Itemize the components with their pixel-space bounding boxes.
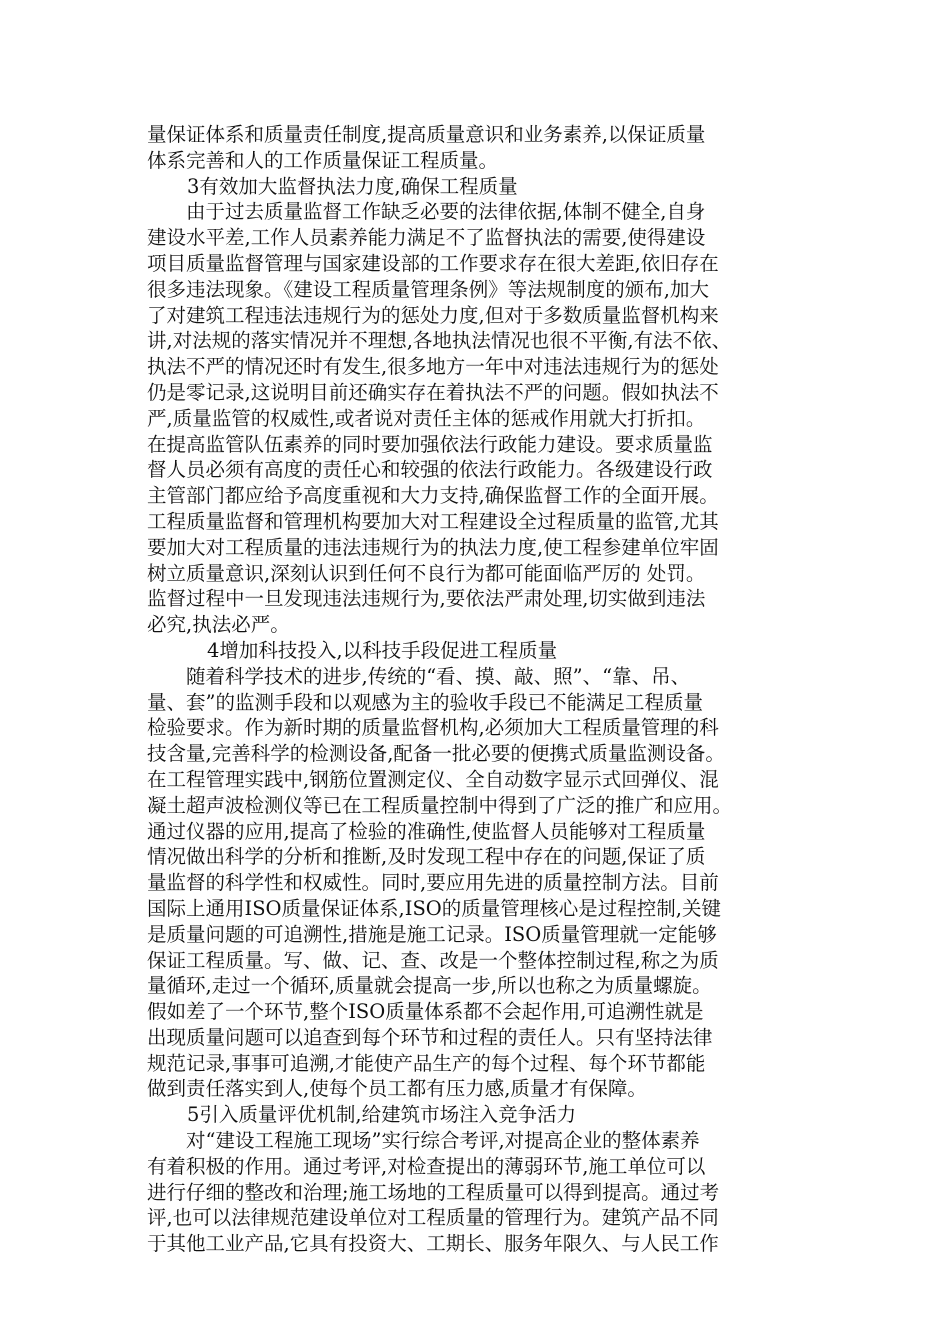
text-line: 必究,执法必严。 (147, 613, 290, 637)
text-line: 建设水平差,工作人员素养能力满足不了监督执法的需要,使得建设 (147, 226, 706, 250)
text-line: 在工程管理实践中,钢筋位置测定仪、全自动数字显示式回弹仪、混 (147, 767, 719, 791)
text-line: 要加大对工程质量的违法违规行为的执法力度,使工程参建单位牢固 (147, 535, 719, 559)
text-line: 监督过程中一旦发现违法违规行为,要依法严肃处理,切实做到违法 (147, 587, 706, 611)
text-line: 技含量,完善科学的检测设备,配备一批必要的便携式质量监测设备。 (147, 742, 725, 766)
text-line: 规范记录,事事可追溯,才能使产品生产的每个过程、每个环节都能 (147, 1051, 706, 1075)
text-line: 凝土超声波检测仪等已在工程质量控制中得到了广泛的推广和应用。 (147, 793, 733, 817)
text-line: 对“建设工程施工现场”实行综合考评,对提高企业的整体素养 (186, 1129, 700, 1153)
text-line: 严,质量监管的权威性,或者说对责任主体的惩戒作用就大打折扣。 (147, 406, 706, 430)
text-line: 讲,对法规的落实情况并不理想,各地执法情况也很不平衡,有法不依、 (147, 329, 732, 353)
text-line: 假如差了一个环节,整个ISO质量体系都不会起作用,可追溯性就是 (147, 1000, 704, 1024)
text-line: 随着科学技术的进步,传统的“看、摸、敲、照”、“靠、吊、 (186, 664, 691, 688)
text-line: 国际上通用ISO质量保证体系,ISO的质量管理核心是过程控制,关键 (147, 896, 721, 920)
text-line: 仍是零记录,这说明目前还确实存在着执法不严的问题。假如执法不 (147, 380, 719, 404)
document-body (147, 122, 827, 1257)
text-line: 检验要求。作为新时期的质量监督机构,必须加大工程质量管理的科 (147, 716, 719, 740)
section-heading-3: 3有效加大监督执法力度,确保工程质量 (187, 174, 518, 198)
text-line: 做到责任落实到人,使每个员工都有压力感,质量才有保障。 (147, 1077, 647, 1101)
text-line: 量循环,走过一个循环,质量就会提高一步,所以也称之为质量螺旋。 (147, 974, 712, 998)
text-line: 进行仔细的整改和治理;施工场地的工程质量可以得到提高。通过考 (147, 1180, 720, 1204)
text-line: 量监督的科学性和权威性。同时,要应用先进的质量控制方法。目前 (147, 871, 719, 895)
text-line: 是质量问题的可追溯性,措施是施工记录。ISO质量管理就一定能够 (147, 922, 717, 946)
section-heading-4: 4增加科技投入,以科技手段促进工程质量 (207, 638, 558, 662)
text-line: 保证工程质量。写、做、记、查、改是一个整体控制过程,称之为质 (147, 948, 719, 972)
text-line: 体系完善和人的工作质量保证工程质量。 (147, 148, 499, 172)
text-line: 评,也可以法律规范建设单位对工程质量的管理行为。建筑产品不同 (147, 1206, 719, 1230)
text-line: 由于过去质量监督工作缺乏必要的法律依据,体制不健全,自身 (186, 200, 706, 224)
text-line: 量、套”的监测手段和以观感为主的验收手段已不能满足工程质量 (147, 690, 703, 714)
text-line: 通过仪器的应用,提高了检验的准确性,使监督人员能够对工程质量 (147, 819, 706, 843)
text-line: 工程质量监督和管理机构要加大对工程建设全过程质量的监管,尤其 (147, 509, 719, 533)
text-line: 了对建筑工程违法违规行为的惩处力度,但对于多数质量监督机构来 (147, 303, 719, 327)
text-line: 在提高监管队伍素养的同时要加强依法行政能力建设。要求质量监 (147, 432, 713, 456)
text-line: 执法不严的情况还时有发生,很多地方一年中对违法违规行为的惩处 (147, 355, 719, 379)
text-line: 量保证体系和质量责任制度,提高质量意识和业务素养,以保证质量 (147, 123, 706, 146)
text-line: 主管部门都应给予高度重视和大力支持,确保监督工作的全面开展。 (147, 484, 719, 508)
text-line: 出现质量问题可以追查到每个环节和过程的责任人。只有坚持法律 (147, 1025, 713, 1049)
section-heading-5: 5引入质量评优机制,给建筑市场注入竞争活力 (187, 1103, 577, 1127)
text-line: 情况做出科学的分析和推断,及时发现工程中存在的问题,保证了质 (147, 845, 706, 869)
text-line: 项目质量监督管理与国家建设部的工作要求存在很大差距,依旧存在 (147, 251, 719, 275)
text-line: 很多违法现象。《建设工程质量管理条例》等法规制度的颁布,加大 (147, 277, 709, 301)
text-line: 有着积极的作用。通过考评,对检查提出的薄弱环节,施工单位可以 (147, 1154, 706, 1178)
text-line: 于其他工业产品,它具有投资大、工期长、服务年限久、与人民工作 (147, 1232, 719, 1256)
text-line: 树立质量意识,深刻认识到任何不良行为都可能面临严厉的 处罚。 (147, 561, 706, 585)
text-line: 督人员必须有高度的责任心和较强的依法行政能力。各级建设行政 (147, 458, 713, 482)
